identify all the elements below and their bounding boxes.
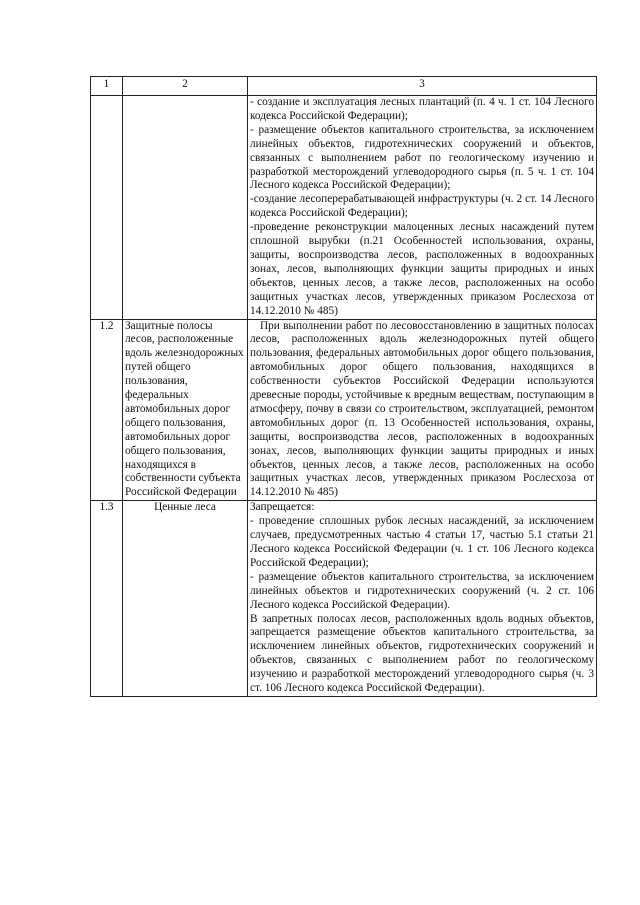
paragraph: -создание лесоперерабатывающей инфраструктуры (ч. 2 ст. 14 Лесного кодекса Российской Федерации);: [250, 193, 594, 220]
paragraph: - создание и эксплуатация лесных плантаций (п. 4 ч. 1 ст. 104 Лесного кодекса Российской Федерации);: [250, 96, 594, 122]
row-title: Защитные полосы лесов, расположенные вдоль железнодорожных путей общего пользования, федеральных автомобильных дорог общего пользования, автомобильных дорог общего пользования, находящихся в собственности субъекта Российской Федерации: [123, 319, 248, 501]
paragraph: - размещение объектов капитального строительства, за исключением линейных объектов и гидротехнических сооружений (ч. 2 ст. 106 Лесного кодекса Российской Федерации).: [250, 570, 594, 611]
header-col-2: 2: [123, 77, 248, 96]
row-number: 1.2: [91, 319, 123, 501]
table-row: [91, 501, 597, 697]
paragraph: При выполнении работ по лесовосстановлению в защитных полосах лесов, расположенных вдоль железнодорожных путей общего пользования, федеральных автомобильных дорог общего пользования, автомобильных дорог общего пользования, находящихся в собственности субъектов Российской Федерации используются древесные породы, устойчивые к вредным веществам, поступающим в атмосферу, почву в связи со строительством, эксплуатацией, ремонтом автомобильных дорог (п. 13 Особенностей использования, охраны, защиты, воспроизводства лесов, расположенных в водоохранных зонах, лесов, выполняющих функции защиты природных и иных объектов, ценных лесов, а также лесов, расположенных на особо защитных участках лесов, утвержденных приказом Рослесхоза от 14.12.2010 № 485): [250, 319, 594, 499]
paragraph: Запрещается:: [250, 501, 315, 514]
row-title: Ценные леса: [123, 501, 248, 697]
table-row: [91, 319, 597, 501]
header-col-3: 3: [248, 77, 597, 96]
table-header-row: [91, 77, 597, 96]
paragraph: - размещение объектов капитального строительства, за исключением линейных объектов, гидротехнических сооружений и объектов, связанных с выполнением работ по геологическому изучению и разработкой месторождений углеводородного сырья (п. 5 ч. 1 ст. 104 Лесного кодекса Российской Федерации);: [250, 123, 594, 192]
row-content: [248, 96, 597, 320]
row-number: 1.3: [91, 501, 123, 697]
paragraph: В запретных полосах лесов, расположенных вдоль водных объектов, запрещается размещение объектов капитального строительства, за исключением линейных объектов, гидротехнических сооружений и объектов, связанных с выполнением работ по геологическому изучению и разработкой месторождений углеводородного сырья (ч. 3 ст. 106 Лесного кодекса Российской Федерации).: [250, 612, 594, 695]
row-content: [248, 319, 597, 501]
row-title: [123, 96, 248, 320]
header-col-1: 1: [91, 77, 123, 96]
table-row: [91, 96, 597, 320]
paragraph: -проведение реконструкции малоценных лесных насаждений путем сплошной вырубки (п.21 Особенностей использования, охраны, защиты, воспроизводства лесов, расположенных в водоохранных зонах, лесов, выполняющих функции защиты природных и иных объектов, ценных лесов, а также лесов, расположенных на особо защитных участках лесов, утвержденных приказом Рослесхоза от 14.12.2010 № 485): [250, 221, 594, 317]
regulation-table: [90, 76, 597, 697]
row-content: [248, 501, 597, 697]
paragraph: - проведение сплошных рубок лесных насаждений, за исключением случаев, предусмотренных частью 4 статьи 17, частью 5.1 статьи 21 Лесного кодекса Российской Федерации (ч. 1 ст. 106 Лесного кодекса Российской Федерации);: [250, 515, 594, 569]
row-number: [91, 96, 123, 320]
